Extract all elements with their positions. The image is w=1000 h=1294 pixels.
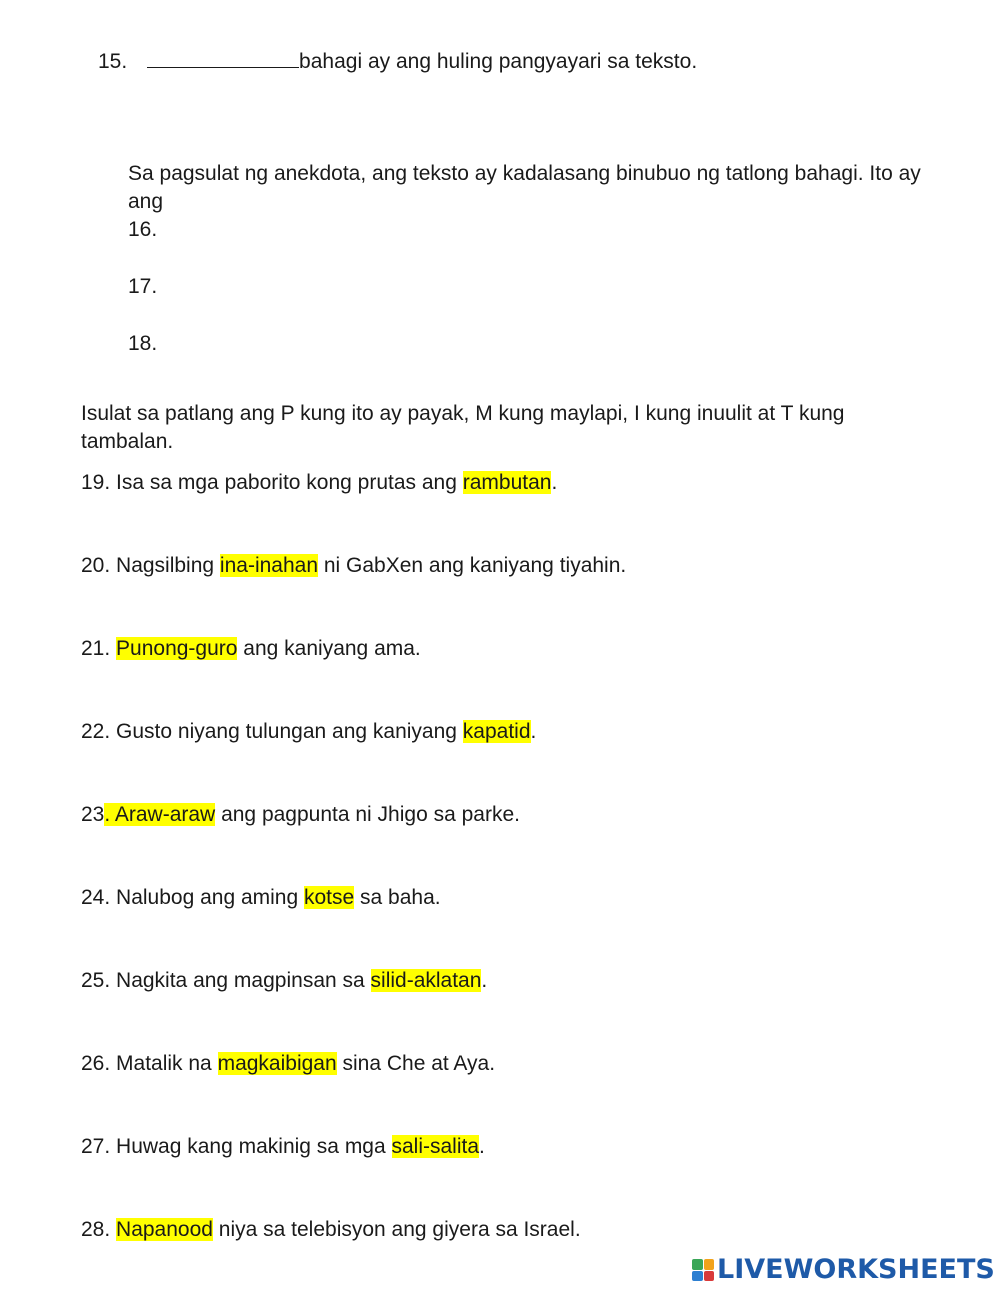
question-22	[81, 718, 536, 746]
question-15-text: bahagi ay ang huling pangyayari sa teksto.	[299, 50, 698, 73]
liveworksheets-logo	[692, 1253, 995, 1287]
question-28	[81, 1216, 581, 1244]
question-text: 20. Nagsilbing	[81, 554, 220, 577]
highlighted-word: sali-salita	[391, 1135, 480, 1158]
anecdote-item-18: 18.	[128, 332, 158, 355]
highlighted-word: ina-inahan	[219, 554, 319, 577]
question-text: 26. Matalik na	[81, 1052, 218, 1075]
highlighted-word: magkaibigan	[217, 1052, 337, 1075]
question-text: sa baha.	[354, 886, 441, 909]
question-text: ang kaniyang ama.	[237, 637, 421, 660]
question-text: .	[479, 1135, 485, 1158]
question-15	[98, 46, 697, 76]
question-text: 25. Nagkita ang magpinsan sa	[81, 969, 371, 992]
question-text: niya sa telebisyon ang giyera sa Israel.	[212, 1218, 581, 1241]
question-26	[81, 1050, 495, 1078]
question-25	[81, 967, 487, 995]
highlighted-word: Napanood	[116, 1218, 213, 1241]
question-text: 24. Nalubog ang aming	[81, 886, 304, 909]
question-text: .	[551, 471, 558, 494]
highlighted-word: kotse	[304, 886, 355, 909]
answer-blank-15[interactable]	[147, 46, 299, 68]
highlighted-word: . Araw-araw	[104, 803, 216, 826]
question-15-number: 15.	[98, 50, 128, 73]
question-text: .	[530, 720, 537, 743]
instructions: Isulat sa patlang ang P kung ito ay payak, M kung maylapi, I kung inuulit at T kung tambalan.	[81, 402, 845, 453]
question-20	[81, 552, 626, 580]
question-27	[81, 1133, 485, 1161]
question-text: 28.	[81, 1218, 117, 1241]
question-text: sina Che at Aya.	[336, 1052, 496, 1075]
question-text: 19. Isa sa mga paborito kong prutas ang	[81, 471, 463, 494]
anecdote-item-17: 17.	[128, 275, 158, 298]
question-21	[81, 635, 421, 663]
question-text: 27. Huwag kang makinig sa mga	[81, 1135, 392, 1158]
question-text: 23	[81, 803, 105, 826]
question-text: 22. Gusto niyang tulungan ang kaniyang	[81, 720, 463, 743]
highlighted-word: kapatid	[462, 720, 531, 743]
question-text: ang pagpunta ni Jhigo sa parke.	[215, 803, 520, 826]
anecdote-intro: Sa pagsulat ng anekdota, ang teksto ay kadalasang binubuo ng tatlong bahagi. Ito ay ang	[128, 162, 921, 213]
question-text: 21.	[81, 637, 117, 660]
highlighted-word: Punong-guro	[116, 637, 238, 660]
highlighted-word: rambutan	[462, 471, 552, 494]
question-text: .	[481, 969, 488, 992]
question-23	[81, 801, 520, 829]
anecdote-item-16: 16.	[128, 218, 158, 241]
highlighted-word: silid-aklatan	[370, 969, 482, 992]
liveworksheets-logo-icon	[692, 1259, 714, 1281]
logo-text: LIVEWORKSHEETS	[717, 1254, 995, 1285]
question-19	[81, 469, 557, 497]
question-text: ni GabXen ang kaniyang tiyahin.	[318, 554, 627, 577]
question-24	[81, 884, 441, 912]
